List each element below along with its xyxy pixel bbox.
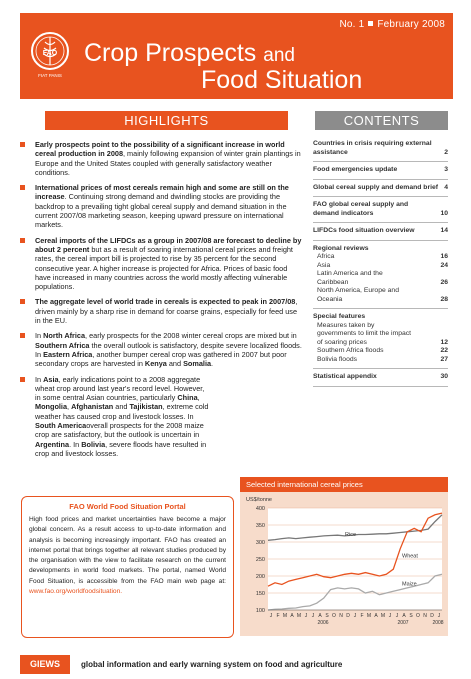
y-tick-label: 100	[255, 608, 265, 614]
y-tick-label: 150	[255, 591, 265, 597]
y-tick-label: 300	[255, 540, 265, 546]
x-tick-label: N	[339, 613, 343, 619]
masthead	[20, 13, 453, 99]
issue-date: February 2008	[377, 19, 445, 30]
contents-heading: CONTENTS	[315, 111, 448, 130]
footer-brand: GIEWS	[20, 655, 70, 674]
title-line-2: Food Situation	[201, 66, 363, 94]
x-tick-label: M	[380, 613, 386, 619]
toc-entry[interactable]: LIFDCs food situation overview 14	[313, 223, 448, 241]
year-label: 2007	[397, 620, 409, 626]
x-tick-label: A	[318, 613, 322, 619]
y-axis-label: US$/tonne	[246, 497, 272, 503]
issue-info	[339, 19, 445, 30]
toc-subentry[interactable]: Africa 16	[317, 253, 448, 260]
x-tick-label: J	[304, 613, 308, 619]
x-tick-label: A	[290, 613, 294, 619]
year-label: 2008	[432, 620, 444, 626]
highlight-item: The aggregate level of world trade in cereals is expected to peak in 2007/08, driven mainly by a sharp rise in demand for coarse grains, especially for feed use in the EU.	[20, 297, 303, 325]
series-label-maize: Maize	[402, 581, 417, 588]
cereal-prices-chart	[240, 477, 448, 636]
highlight-item: Early prospects point to the possibility of a significant increase in world cereal production in 2008, mainly following expansion of winter grain plantings in Europe and the United States coupled with generally satisfactory weather conditions.	[20, 140, 303, 177]
portal-body: High food prices and market uncertainties have become a major global concern. As a result access to up-to-date information and analysis is becoming increasingly important. FAO has created an internet portal that brings together all relevant studies produced by the organisation with the view to facilitate research on the current developments in world food markets. The portal, named World Food Situation, is accessible from the FAO main web page at: www.fao.org/worldfoodsituation.	[29, 516, 226, 596]
x-tick-label: O	[332, 613, 336, 619]
toc-group-regional	[313, 241, 448, 310]
x-tick-label: J	[437, 613, 441, 619]
footer-tagline: global information and early warning system on food and agriculture	[81, 660, 343, 669]
x-tick-label: D	[430, 613, 434, 619]
toc-subentry[interactable]: Latin America and the Caribbean 26	[317, 270, 448, 286]
y-tick-label: 250	[255, 557, 265, 563]
title-and: and	[263, 45, 295, 66]
chart-title: Selected international cereal prices	[240, 477, 448, 492]
title-main: Crop Prospects	[84, 39, 257, 67]
x-tick-label: J	[353, 613, 357, 619]
toc-entry[interactable]: FAO global cereal supply and demand indicators 10	[313, 197, 448, 223]
x-tick-label: M	[296, 613, 302, 619]
toc-subentry[interactable]: Southern Africa floods 22	[317, 347, 448, 354]
issue-number: No. 1	[339, 19, 365, 30]
x-tick-label: M	[366, 613, 372, 619]
x-tick-label: M	[282, 613, 288, 619]
x-tick-label: D	[346, 613, 350, 619]
toc-entry[interactable]: Countries in crisis requiring external assistance 2	[313, 136, 448, 162]
toc-subentry[interactable]: Measures taken by governments to limit the impact of soaring prices 12	[317, 321, 448, 346]
highlights-heading: HIGHLIGHTS	[45, 111, 288, 130]
highlight-item: In Asia, early indications point to a 2008 aggregate wheat crop around last year's record level. However, in some central Asian countries, particularly China, Mongolia, Afghanistan and Tajikistan, extreme cold weather has caused crop and livestock losses. In South Americaoverall prospects for the 2008 maize crop are satisfactory, but the outlook is uncertain in Argentina. In Bolivia, severe floods have resulted in crop and livestock losses.	[20, 375, 210, 459]
x-tick-label: A	[374, 613, 378, 619]
x-tick-label: N	[423, 613, 427, 619]
toc-entry[interactable]: Global cereal supply and demand brief 4	[313, 180, 448, 198]
chart-plot	[240, 492, 448, 636]
portal-box	[21, 496, 234, 638]
x-tick-label: F	[276, 613, 280, 619]
x-tick-label: A	[402, 613, 406, 619]
highlights-list	[20, 140, 303, 464]
toc-group-title: Special features	[313, 313, 366, 320]
y-tick-label: 200	[255, 574, 265, 580]
x-tick-label: F	[360, 613, 364, 619]
toc-entry[interactable]: Statistical appendix 30	[313, 369, 448, 387]
portal-link[interactable]: www.fao.org/worldfoodsituation.	[29, 588, 123, 596]
toc-group-title: Regional reviews	[313, 244, 369, 252]
highlight-item: Cereal imports of the LIFDCs as a group in 2007/08 are forecast to decline by about 2 percent but as a result of soaring international cereal prices and freight rates, the cereal import bill is projected to rise by 35 percent for the second consecutive year. A higher increase is projected for Africa. Prices of basic food have increased in many countries across the world mostly affecting vulnerable populations.	[20, 236, 303, 292]
series-label-rice: Rice	[345, 532, 357, 539]
y-tick-label: 350	[255, 523, 265, 529]
x-tick-label: S	[409, 613, 413, 619]
x-tick-label: O	[416, 613, 420, 619]
toc-group-special	[313, 309, 448, 369]
toc-subentry[interactable]: North America, Europe and Oceania 28	[317, 287, 448, 303]
x-tick-label: S	[325, 613, 329, 619]
separator-square	[368, 21, 373, 26]
x-tick-label: J	[269, 613, 273, 619]
fao-logo-icon	[30, 29, 70, 81]
series-label-wheat: Wheat	[402, 553, 418, 560]
toc-entry[interactable]: Food emergencies update 3	[313, 162, 448, 180]
logo-motto: FIAT PANIS	[38, 73, 62, 78]
logo-text: FAO	[42, 50, 58, 57]
highlight-item: International prices of most cereals remain high and some are still on the increase. Continuing strong demand and dwindling stocks are providing the backdrop to a prevailing tight global cereal supply and demand situation in the current 2007/08 marketing season, keeping upward pressure on international markets.	[20, 183, 303, 229]
y-tick-label: 400	[255, 506, 265, 512]
x-tick-label: J	[395, 613, 399, 619]
toc-subentry[interactable]: Bolivia floods 27	[317, 355, 448, 363]
portal-title: FAO World Food Situation Portal	[69, 502, 186, 511]
x-tick-label: J	[311, 613, 315, 619]
contents-list	[313, 136, 448, 387]
year-label: 2006	[317, 620, 329, 626]
footer	[20, 655, 453, 674]
highlight-item: In North Africa, early prospects for the 2008 winter cereal crops are mixed but in Southern Africa the overall outlook is satisfactory, despite severe localized floods. In Eastern Africa, another bumper cereal crop was gathered in 2007 but poor secondary crops are harvested in Kenya and Somalia.	[20, 331, 303, 368]
toc-subentry[interactable]: Asia 24	[317, 261, 448, 269]
x-tick-label: J	[388, 613, 392, 619]
